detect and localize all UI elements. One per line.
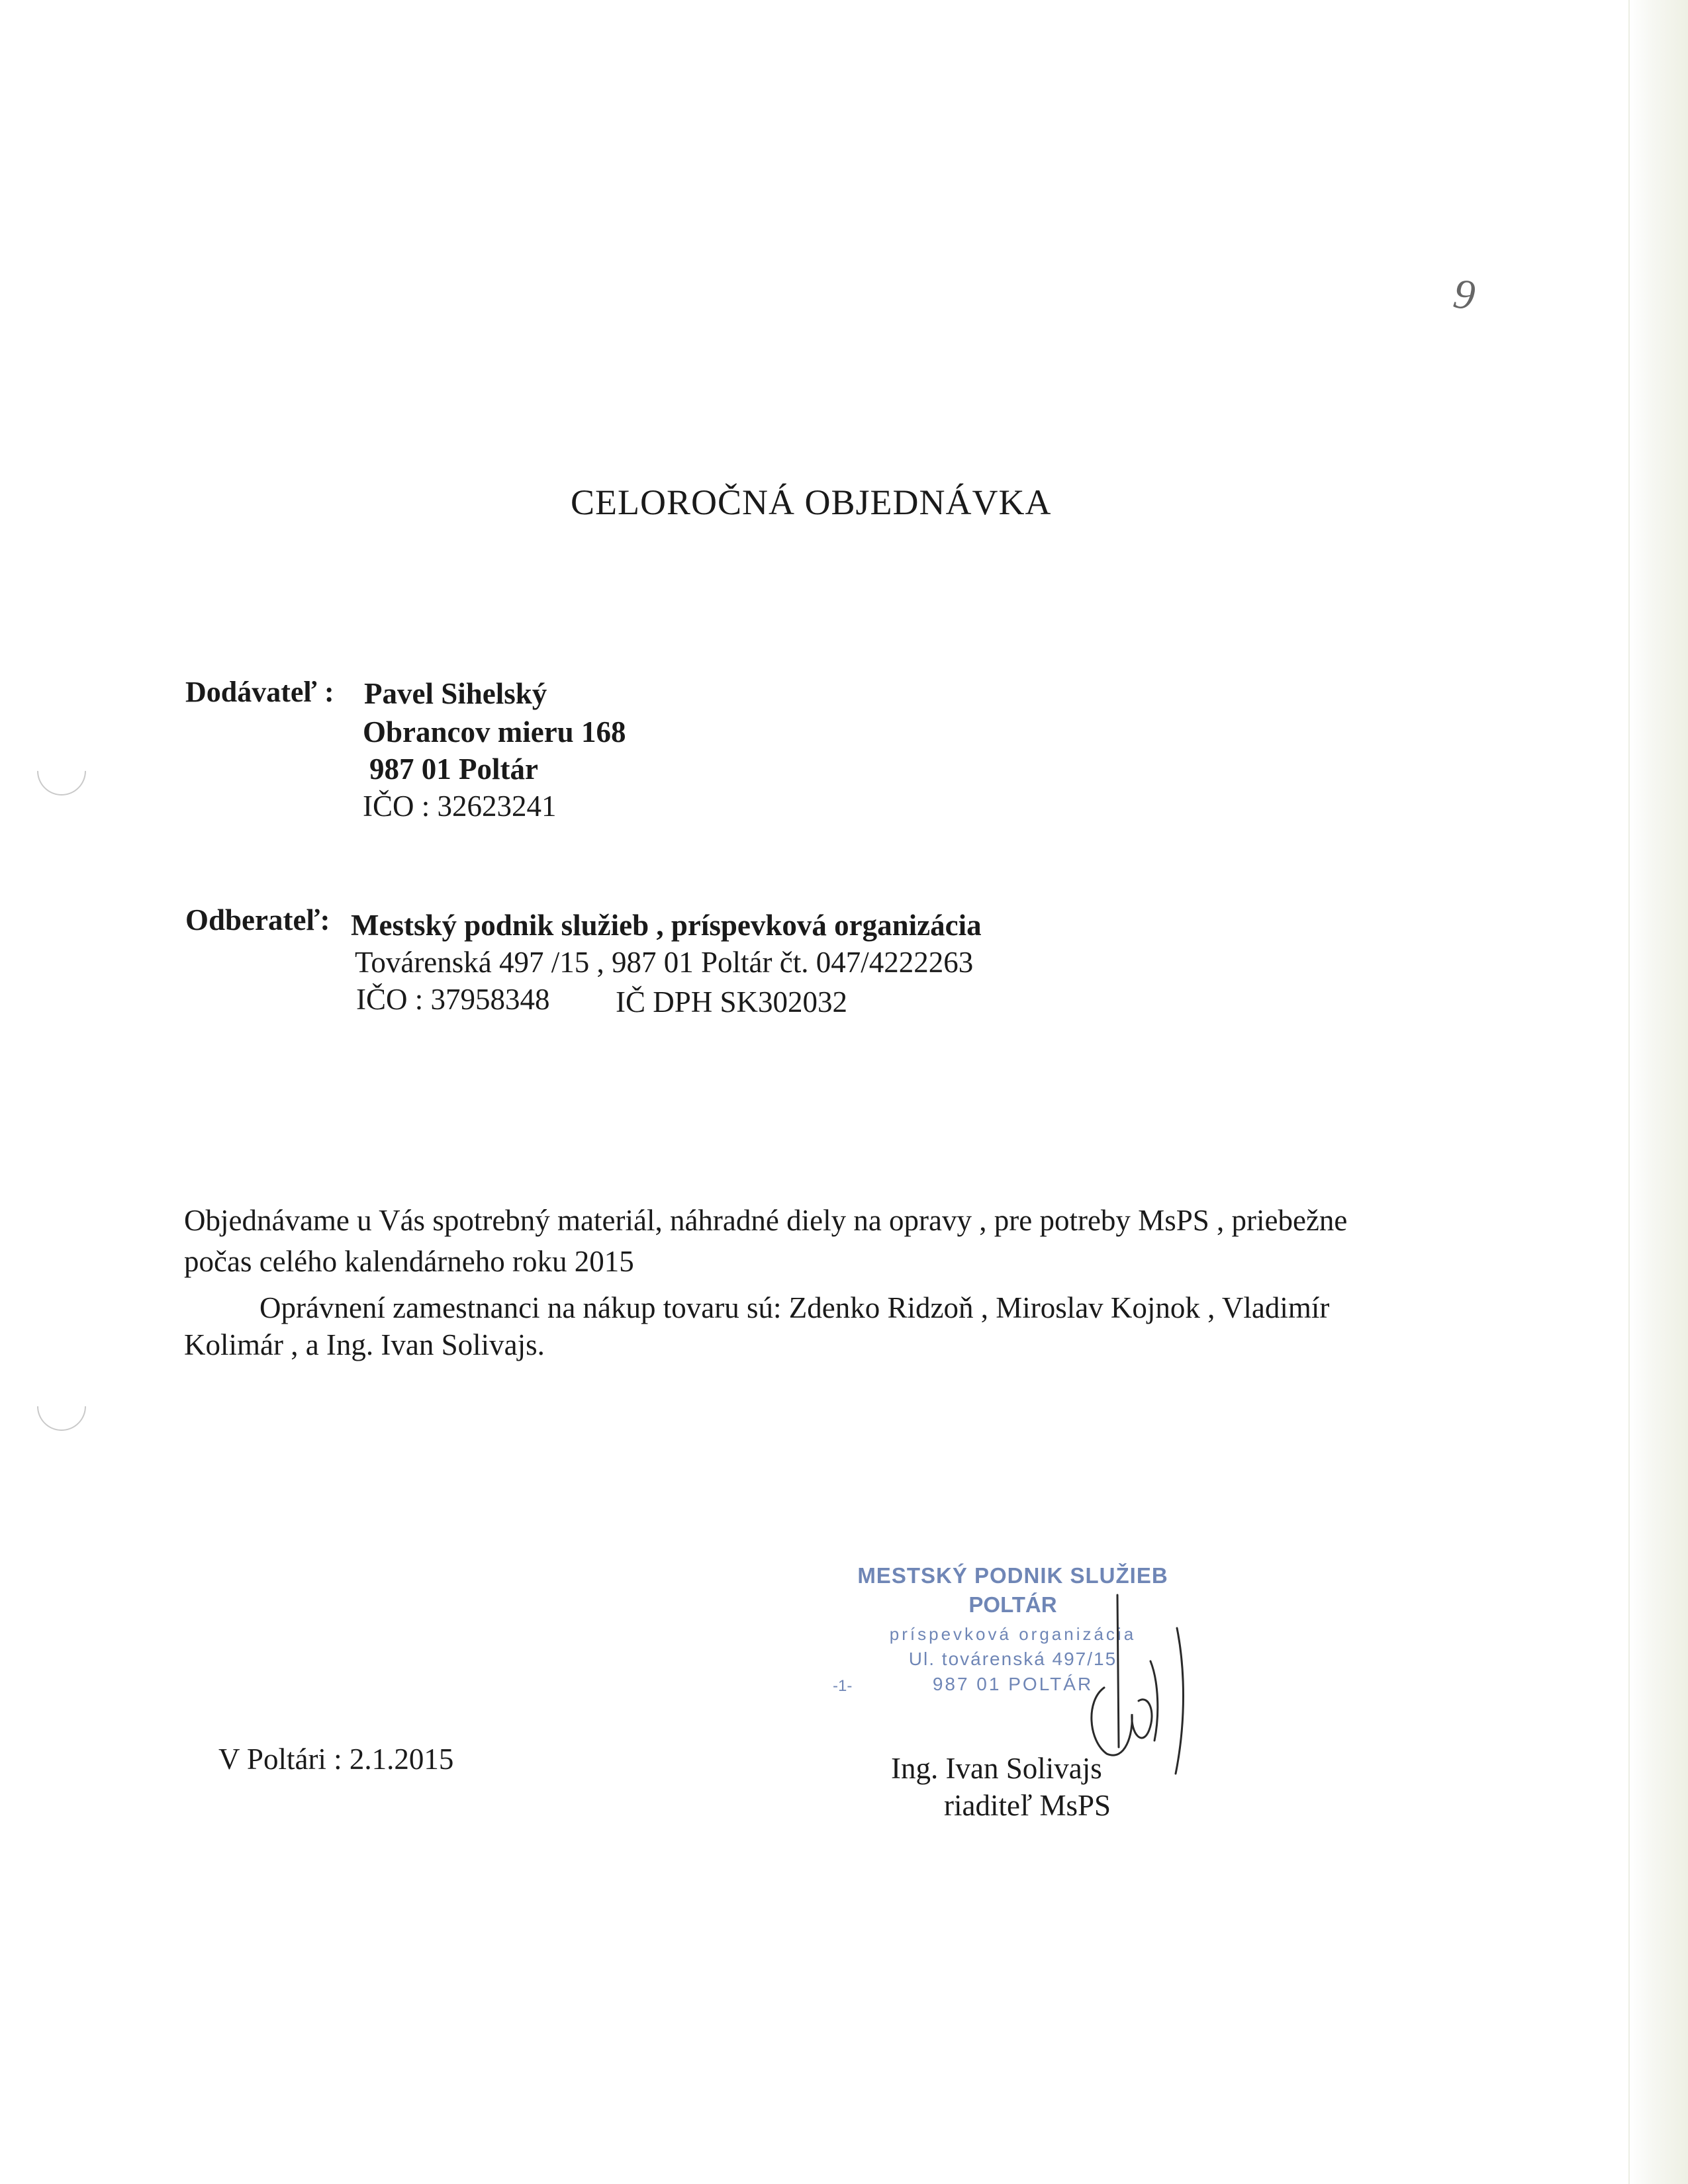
document-title: CELOROČNÁ OBJEDNÁVKA (571, 482, 1052, 522)
handwritten-page-number: 9 (1450, 269, 1478, 319)
stamp-line-postcode: 987 01 POLTÁR (932, 1674, 1094, 1694)
body-line-4: Kolimár , a Ing. Ivan Solivajs. (184, 1328, 545, 1361)
supplier-name: Pavel Sihelský (364, 677, 547, 710)
customer-name: Mestský podnik služieb , príspevková organizácia (351, 909, 982, 942)
signatory-name: Ing. Ivan Solivajs (891, 1752, 1102, 1785)
stamp-line-street: Ul. továrenská 497/15 (908, 1649, 1117, 1669)
stamp-number: -1- (833, 1677, 853, 1695)
customer-label: Odberateľ: (185, 903, 330, 936)
customer-vat-id: IČ DPH SK302032 (616, 985, 848, 1019)
place-and-date: V Poltári : 2.1.2015 (218, 1743, 454, 1776)
body-line-1: Objednávame u Vás spotrebný materiál, náhradné diely na opravy , pre potreby MsPS , priebežne (184, 1204, 1348, 1237)
stamp-line-org: MESTSKÝ PODNIK SLUŽIEB (857, 1563, 1168, 1588)
supplier-label: Dodávateľ : (185, 676, 334, 708)
body-line-3: Oprávnení zamestnanci na nákup tovaru sú: Zdenko Ridzoň , Miroslav Kojnok , Vladimír (259, 1291, 1330, 1324)
customer-ico: IČO : 37958348 (356, 983, 550, 1016)
signatory-role: riaditeľ MsPS (944, 1789, 1111, 1822)
supplier-city: 987 01 Poltár (369, 752, 538, 786)
punch-hole-mark (27, 737, 97, 806)
stamp-line-type: príspevková organizácia (889, 1624, 1137, 1644)
supplier-street: Obrancov mieru 168 (363, 715, 626, 749)
customer-address: Továrenská 497 /15 , 987 01 Poltár čt. 047/4222263 (355, 946, 974, 979)
supplier-ico: IČO : 32623241 (363, 790, 557, 823)
body-line-2: počas celého kalendárneho roku 2015 (184, 1245, 634, 1278)
scan-page-edge (1628, 0, 1688, 2184)
punch-hole-mark (27, 1372, 97, 1441)
stamp-line-city: POLTÁR (968, 1592, 1057, 1617)
